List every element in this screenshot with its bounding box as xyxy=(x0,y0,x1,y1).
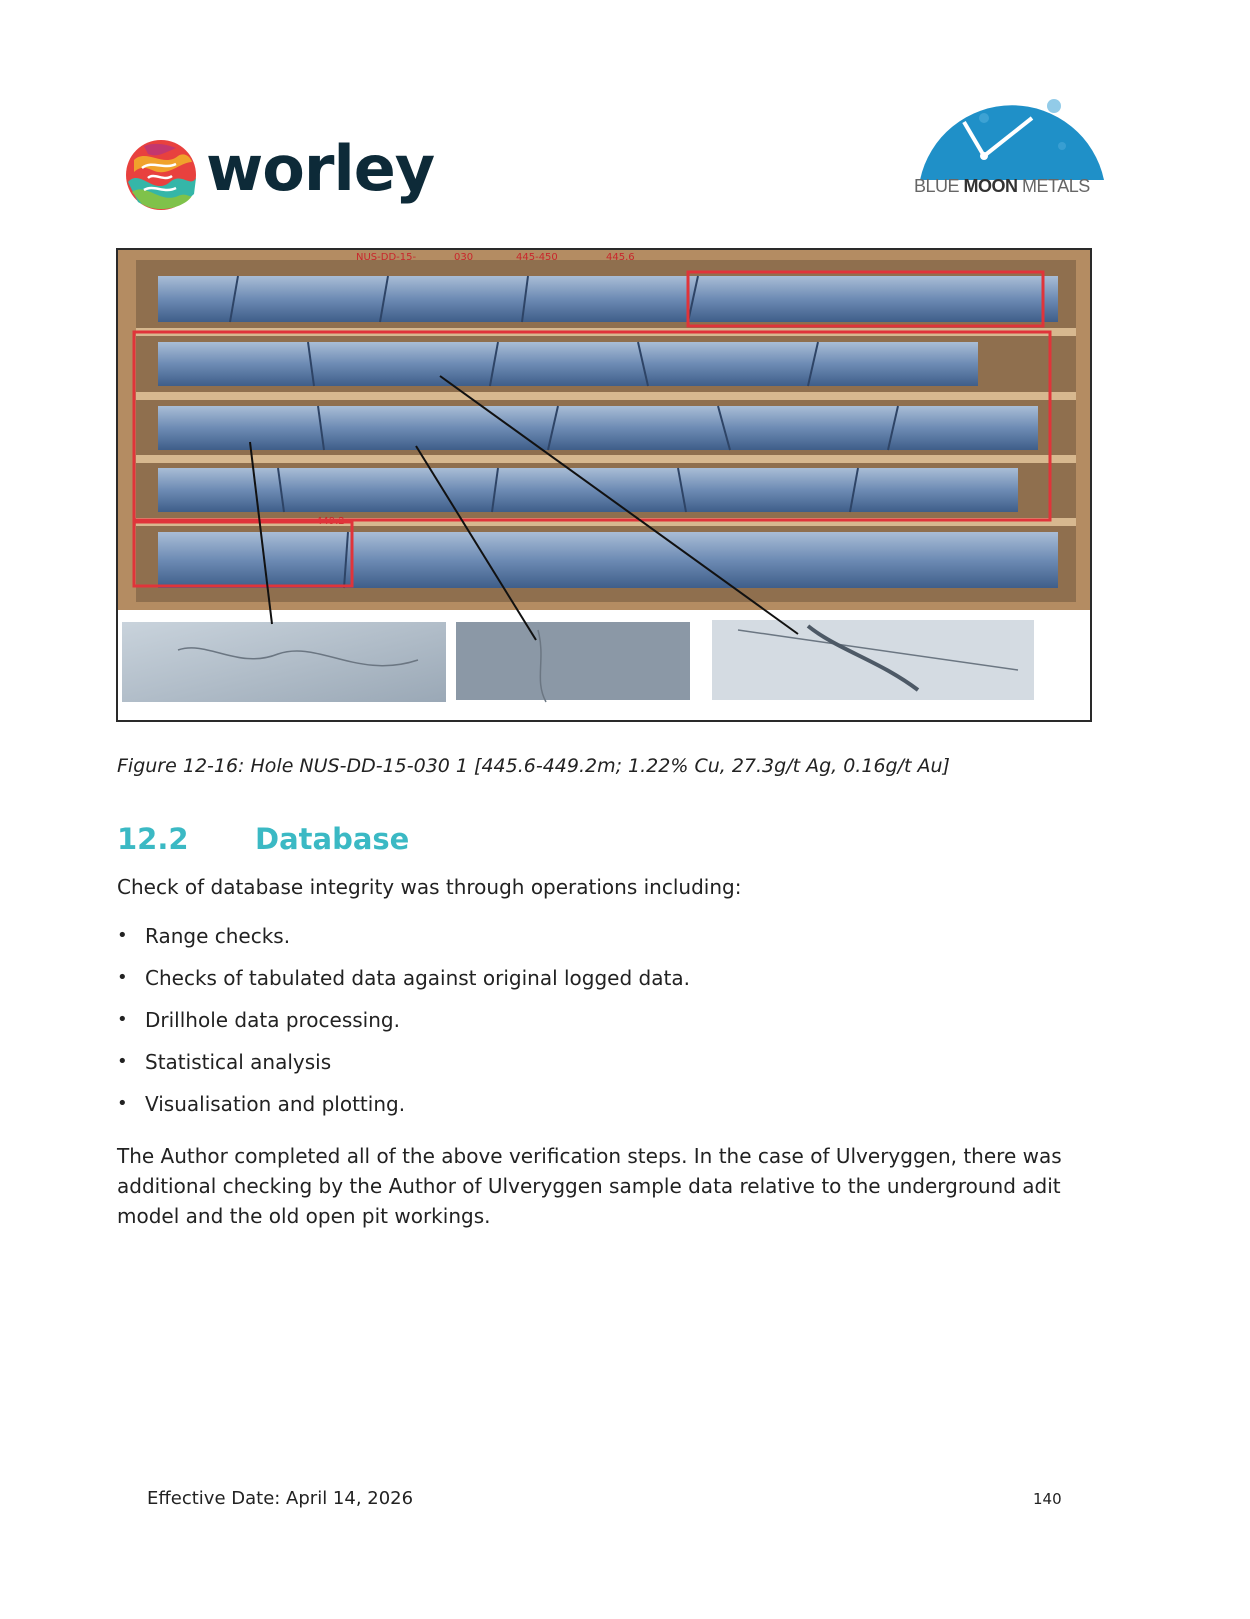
list-item: • Range checks. xyxy=(117,922,690,964)
figure-caption: Figure 12-16: Hole NUS-DD-15-030 1 [445.6-449.2m; 1.22% Cu, 27.3g/t Ag, 0.16g/t Au] xyxy=(117,755,950,777)
blue-moon-metals-logo xyxy=(912,76,1112,206)
worley-swirl-icon xyxy=(124,138,198,212)
list-item: • Checks of tabulated data against original logged data. xyxy=(117,964,690,1006)
footer-page-number: 140 xyxy=(1033,1490,1062,1508)
body-paragraph: The Author completed all of the above verification steps. In the case of Ulveryggen, there was additional checking by the Author of Ulveryggen sample data relative to the underground adit model and the old open pit workings. xyxy=(117,1144,1062,1228)
list-item: • Statistical analysis xyxy=(117,1048,690,1090)
verification-list xyxy=(117,922,690,1132)
box-label-hole-number: 030 xyxy=(454,252,474,263)
worley-logo xyxy=(124,134,444,214)
section-title: Database xyxy=(255,822,410,856)
section-heading xyxy=(117,822,409,856)
list-item: • Drillhole data processing. xyxy=(117,1006,690,1048)
section-number: 12.2 xyxy=(117,822,189,856)
moon-clock-icon xyxy=(912,76,1112,180)
core-box-figure xyxy=(116,248,1092,722)
list-item: • Visualisation and plotting. xyxy=(117,1090,690,1132)
box-label-hole: NUS-DD-15- xyxy=(356,252,417,263)
box-label-interval: 445-450 xyxy=(516,252,558,263)
box-label-to: 449.2 xyxy=(316,516,345,527)
core-box-photo xyxy=(118,250,1090,720)
section-intro: Check of database integrity was through operations including: xyxy=(117,875,742,899)
worley-wordmark: worley xyxy=(206,132,435,205)
blue-moon-metals-wordmark: BLUE MOON METALS xyxy=(914,176,1090,196)
box-label-from: 445.6 xyxy=(606,252,635,263)
footer-effective-date: Effective Date: April 14, 2026 xyxy=(147,1488,414,1509)
